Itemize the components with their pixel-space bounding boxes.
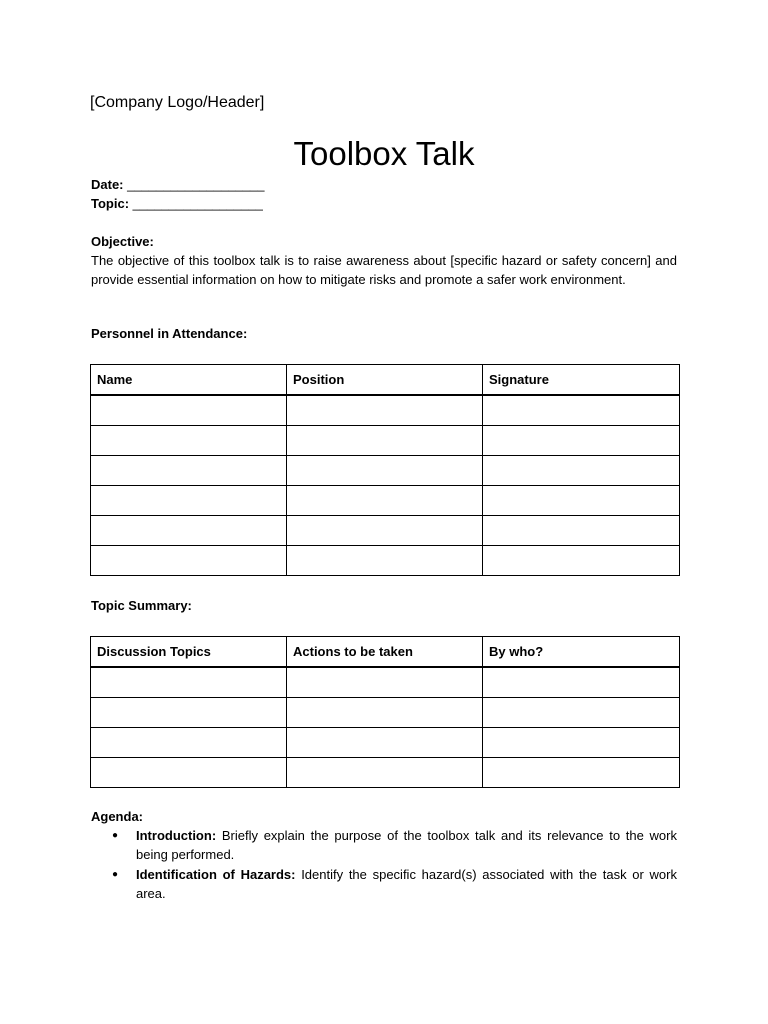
agenda-item-title: Identification of Hazards: xyxy=(136,867,296,882)
table-cell[interactable] xyxy=(91,758,287,788)
objective-label: Objective: xyxy=(91,234,154,249)
column-header-signature: Signature xyxy=(483,365,680,396)
table-row xyxy=(91,667,680,698)
table-row xyxy=(91,456,680,486)
table-cell[interactable] xyxy=(91,516,287,546)
table-cell[interactable] xyxy=(91,667,287,698)
table-cell[interactable] xyxy=(287,486,483,516)
table-cell[interactable] xyxy=(91,728,287,758)
table-row xyxy=(91,728,680,758)
topic-field[interactable] xyxy=(91,195,263,213)
table-cell[interactable] xyxy=(287,426,483,456)
table-cell[interactable] xyxy=(91,456,287,486)
bullet-icon: ● xyxy=(112,869,119,880)
table-cell[interactable] xyxy=(483,546,680,576)
bullet-icon: ● xyxy=(112,830,119,841)
table-row xyxy=(91,426,680,456)
table-cell[interactable] xyxy=(287,698,483,728)
table-cell[interactable] xyxy=(287,728,483,758)
table-cell[interactable] xyxy=(91,395,287,426)
table-cell[interactable] xyxy=(91,698,287,728)
table-cell[interactable] xyxy=(483,698,680,728)
attendance-table xyxy=(90,364,680,576)
table-row xyxy=(91,395,680,426)
agenda-item-title: Introduction: xyxy=(136,828,217,843)
topic-blank-line[interactable]: __________________ xyxy=(132,196,263,211)
table-cell[interactable] xyxy=(483,486,680,516)
table-cell[interactable] xyxy=(483,758,680,788)
table-cell[interactable] xyxy=(287,516,483,546)
topic-summary-label: Topic Summary: xyxy=(91,598,192,613)
table-cell[interactable] xyxy=(483,395,680,426)
date-blank-line[interactable]: ___________________ xyxy=(127,177,265,192)
table-cell[interactable] xyxy=(483,667,680,698)
table-row xyxy=(91,546,680,576)
topic-label: Topic: xyxy=(91,196,130,211)
list-item xyxy=(91,826,677,864)
attendance-label: Personnel in Attendance: xyxy=(91,326,248,341)
table-cell[interactable] xyxy=(287,395,483,426)
column-header-discussion-topics: Discussion Topics xyxy=(91,637,287,668)
table-cell[interactable] xyxy=(483,516,680,546)
document-title: Toolbox Talk xyxy=(293,135,475,172)
attendance-header-row xyxy=(91,365,680,396)
agenda-item-text: Identify the specific hazard(s) associated with the task or work area. xyxy=(136,867,677,901)
topic-summary-table xyxy=(90,636,680,788)
table-cell[interactable] xyxy=(287,546,483,576)
table-row xyxy=(91,516,680,546)
table-cell[interactable] xyxy=(287,456,483,486)
table-cell[interactable] xyxy=(287,667,483,698)
table-row xyxy=(91,698,680,728)
table-row xyxy=(91,758,680,788)
date-field[interactable] xyxy=(91,176,265,194)
table-cell[interactable] xyxy=(91,546,287,576)
objective-text: The objective of this toolbox talk is to raise awareness about [specific hazard or safety concern] and provide essential information on how to mitigate risks and promote a safer work environment. xyxy=(91,253,677,287)
table-cell[interactable] xyxy=(483,728,680,758)
table-cell[interactable] xyxy=(91,486,287,516)
agenda-list xyxy=(91,826,677,904)
table-cell[interactable] xyxy=(483,456,680,486)
list-item xyxy=(91,865,677,903)
table-cell[interactable] xyxy=(287,758,483,788)
column-header-position: Position xyxy=(287,365,483,396)
column-header-actions: Actions to be taken xyxy=(287,637,483,668)
date-label: Date: xyxy=(91,177,124,192)
summary-header-row xyxy=(91,637,680,668)
table-cell[interactable] xyxy=(483,426,680,456)
table-row xyxy=(91,486,680,516)
company-logo-placeholder: [Company Logo/Header] xyxy=(90,94,265,111)
column-header-by-who: By who? xyxy=(483,637,680,668)
agenda-label: Agenda: xyxy=(91,809,143,824)
table-cell[interactable] xyxy=(91,426,287,456)
agenda-item-text: Briefly explain the purpose of the toolbox talk and its relevance to the work being performed. xyxy=(136,828,677,862)
column-header-name: Name xyxy=(91,365,287,396)
